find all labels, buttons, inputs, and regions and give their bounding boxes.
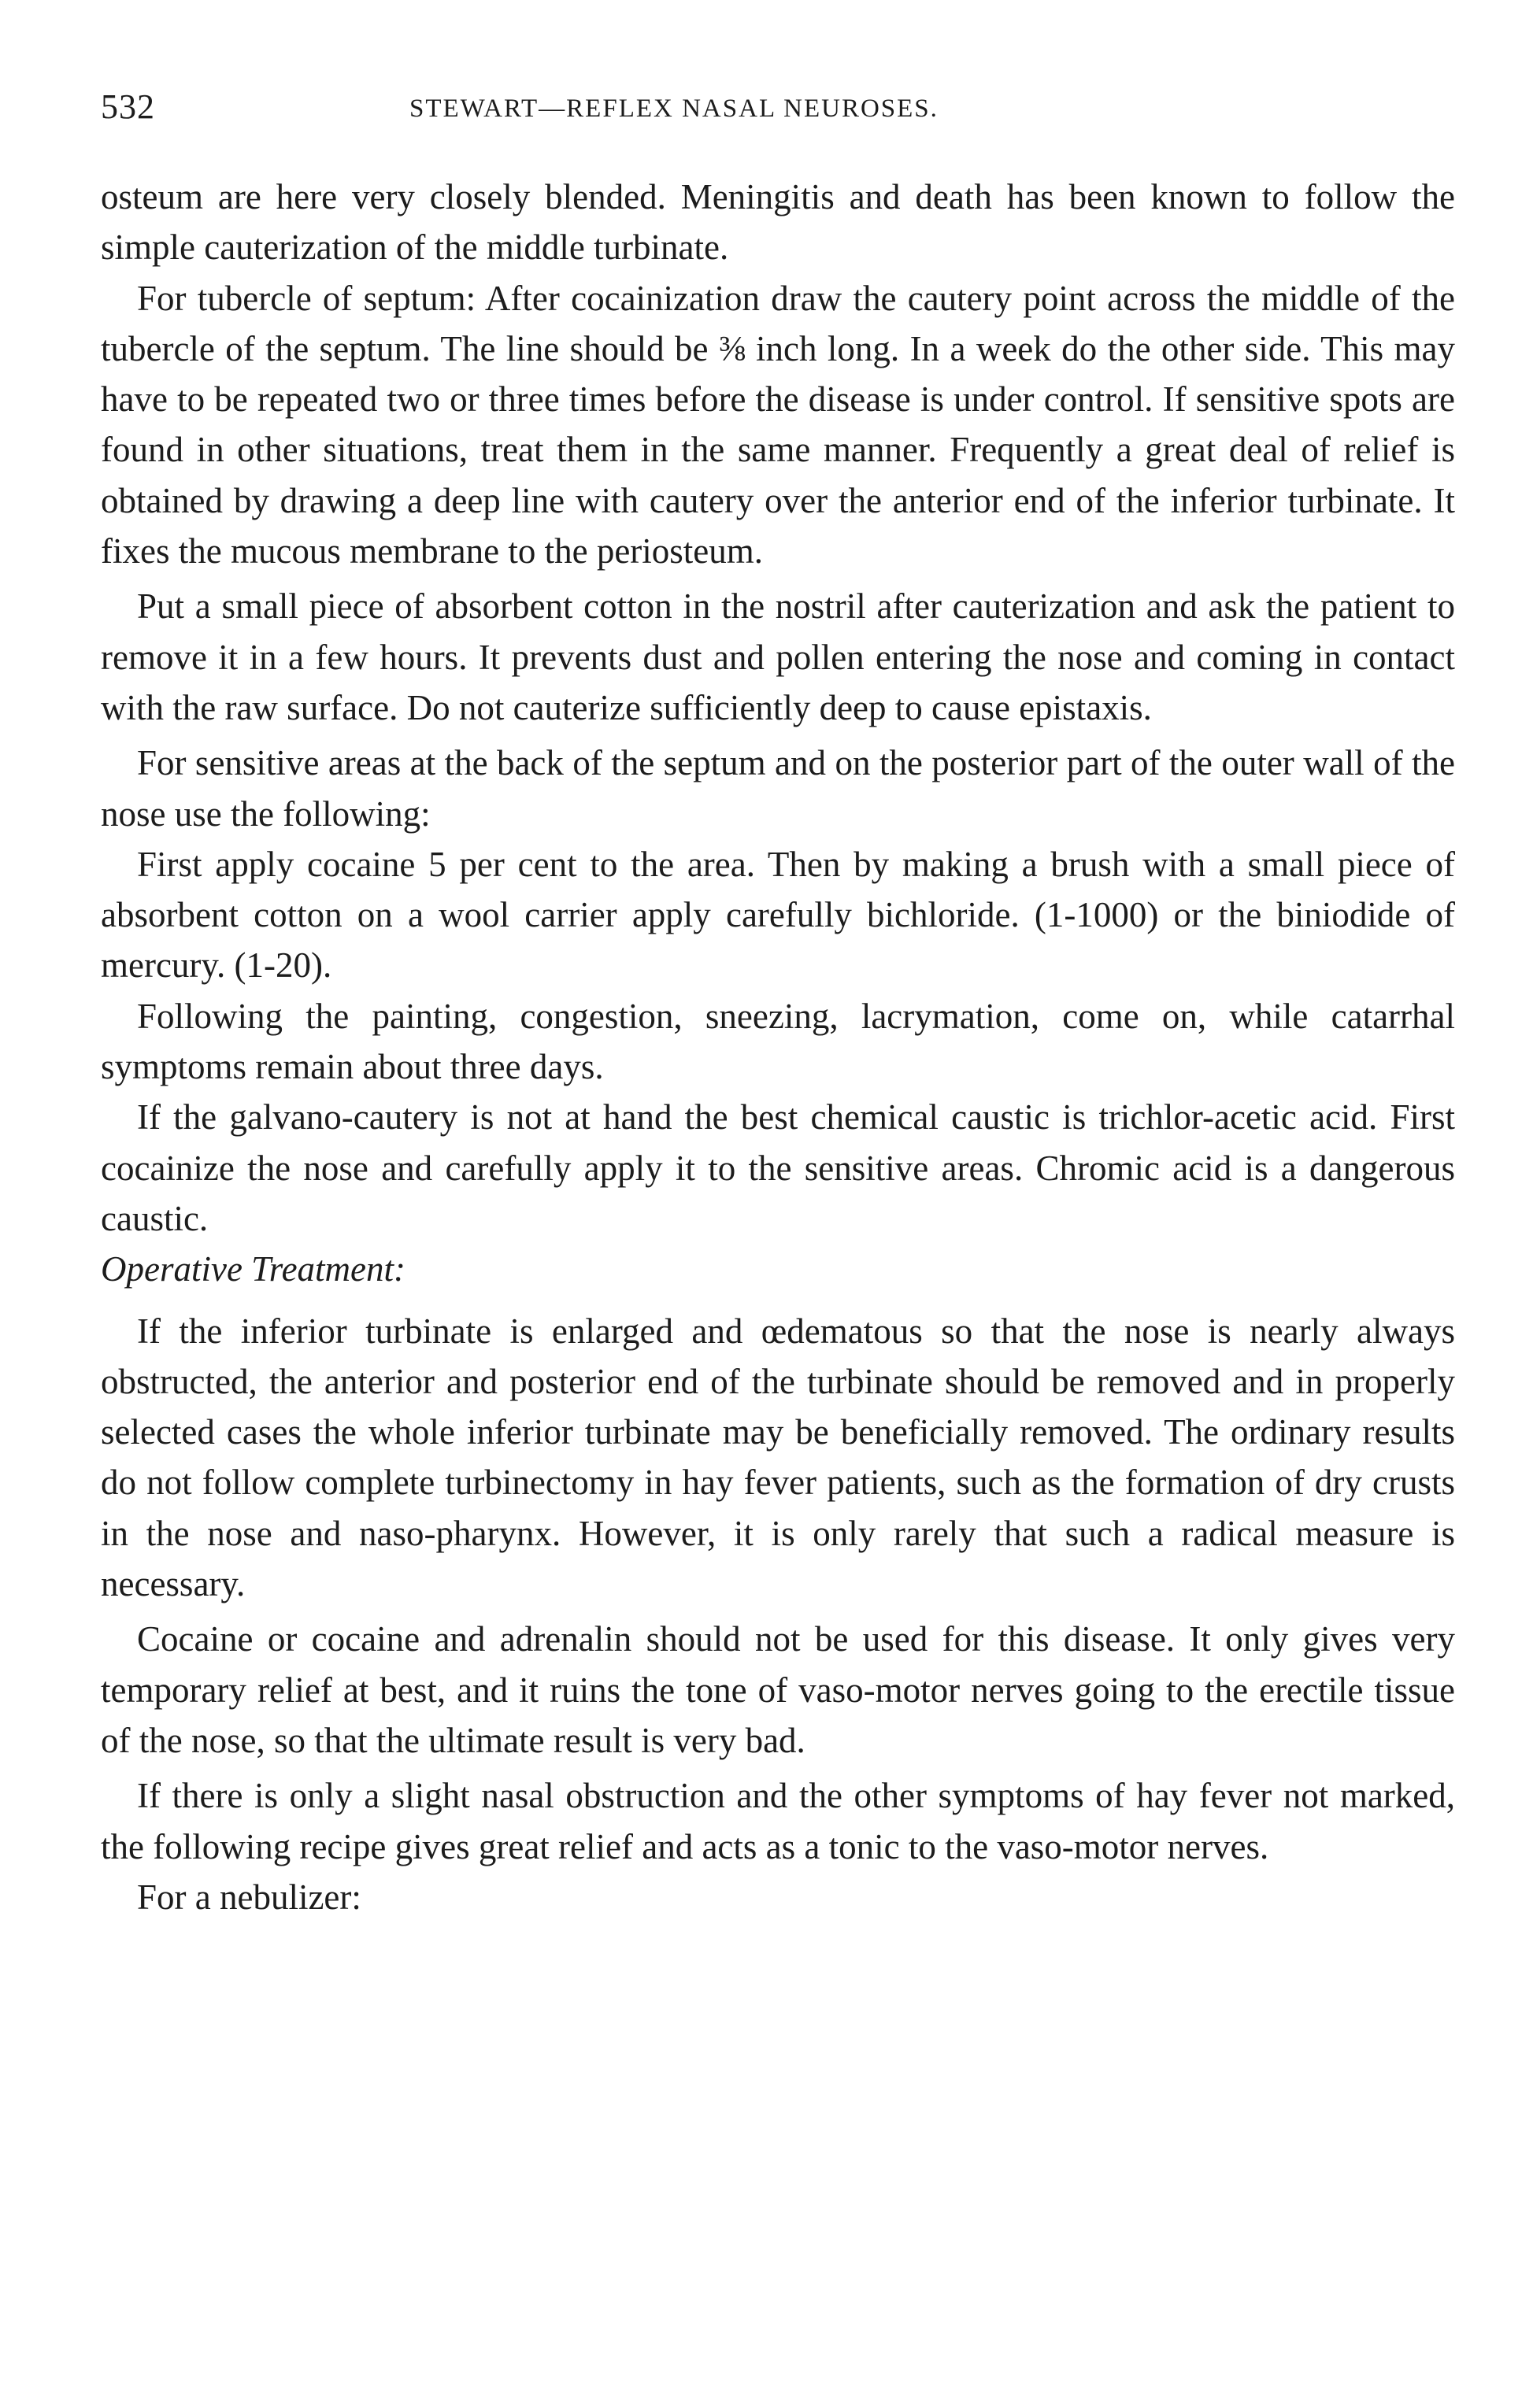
paragraph-absorbent-cotton: Put a small piece of absorbent cotton in the nostril after cauterization and ask the patient to remove it in a few hours. It prevents dust and pollen entering the nose and coming in contact with the raw surface. Do not cauterize sufficiently deep to cause epistaxis.: [101, 586, 1455, 727]
running-head: [101, 87, 1455, 137]
paragraph-continuation: osteum are here very closely blended. Meningitis and death has been known to follow the simple cauterization of the middle turbinate.: [101, 177, 1455, 268]
page-number: 532: [101, 87, 155, 126]
paragraph-nebulizer: For a nebulizer:: [137, 1877, 361, 1917]
document-page: [101, 87, 1455, 1922]
paragraph-galvano-cautery: If the galvano-cautery is not at hand the best chemical caustic is trichlor-acetic acid. First cocainize the nose and carefully apply it to the sensitive areas. Chromic acid is a dangerous caustic.: [101, 1097, 1455, 1238]
paragraph-following-painting: Following the painting, congestion, sneezing, lacrymation, come on, while catarrhal symptoms remain about three days.: [101, 996, 1455, 1087]
section-heading: Operative Treatment:: [101, 1249, 406, 1289]
paragraph-tubercle-of-septum: For tubercle of septum: After cocainization draw the cautery point across the middle of the tubercle of the septum. The line should be ⅜ inch long. In a week do the other side. This may have to be repeated two or three times before the disease is under control. If sensitive spots are found in other situations, treat them in the same manner. Frequently a great deal of relief is obtained by drawing a deep line with cautery over the anterior end of the inferior turbinate. It fixes the mucous membrane to the periosteum.: [101, 278, 1455, 571]
paragraph-inferior-turbinate: If the inferior turbinate is enlarged and œdematous so that the nose is nearly always obstructed, the anterior and posterior end of the turbinate should be removed and in properly selected cases the whole inferior turbinate may be beneficially removed. The ordinary results do not follow complete turbinectomy in hay fever patients, such as the formation of dry crusts in the nose and naso-pharynx. However, it is only rarely that such a radical measure is necessary.: [101, 1311, 1455, 1604]
paragraph-apply-cocaine: First apply cocaine 5 per cent to the area. Then by making a brush with a small piece of absorbent cotton on a wool carrier apply carefully bichloride. (1-1000) or the biniodide of mercury. (1-20).: [101, 844, 1455, 986]
paragraph-slight-obstruction: If there is only a slight nasal obstruction and the other symptoms of hay fever not marked, the following recipe gives great relief and acts as a tonic to the vaso-motor nerves.: [101, 1776, 1455, 1866]
running-title: STEWART—REFLEX NASAL NEUROSES.: [409, 94, 939, 123]
body-text: [101, 172, 1455, 1922]
paragraph-sensitive-areas: For sensitive areas at the back of the septum and on the posterior part of the outer wall of the nose use the following:: [101, 743, 1455, 834]
paragraph-cocaine-adrenalin: Cocaine or cocaine and adrenalin should not be used for this disease. It only gives very temporary relief at best, and it ruins the tone of vaso-motor nerves going to the erectile tissue of the nose, so that the ultimate result is very bad.: [101, 1619, 1455, 1760]
